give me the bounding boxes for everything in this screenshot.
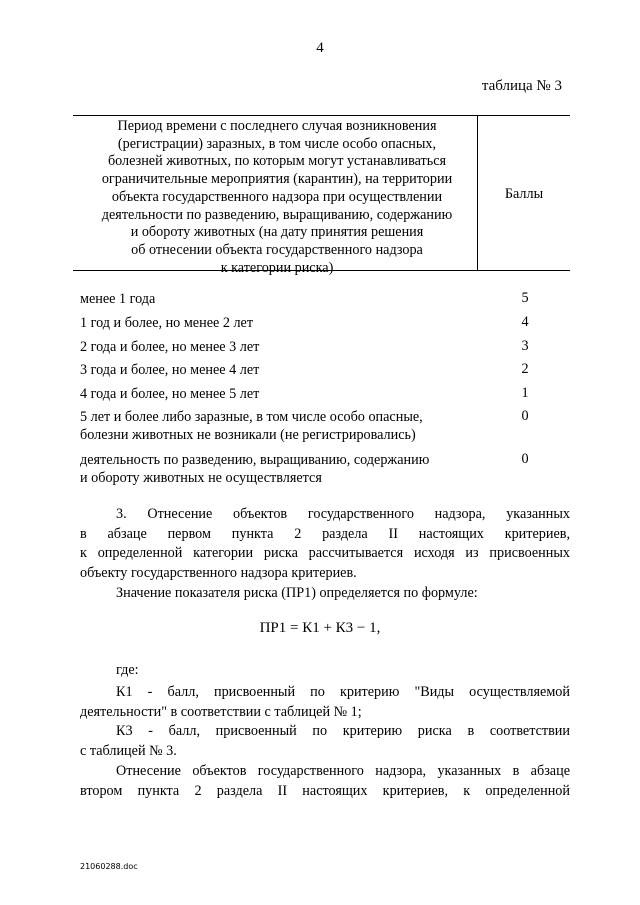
row-label-line: 2 года и более, но менее 3 лет: [80, 339, 260, 355]
table-label: таблица № 3: [481, 78, 562, 94]
page-number: 4: [316, 40, 324, 56]
paragraph-line: с таблицей № 3.: [80, 742, 177, 759]
table-header-period: [80, 118, 474, 277]
header-line: и обороту животных (на дату принятия решения: [130, 224, 424, 241]
paragraph-line: к определенной категории риска рассчитывается исходя из присвоенных: [80, 545, 570, 561]
footer-filename: 21060288.doc: [80, 862, 138, 871]
paragraph-line: Значение показателя риска (ПР1) определяется по формуле:: [116, 585, 478, 601]
table-row-score: 2: [521, 361, 529, 377]
table-row-label: [80, 338, 480, 356]
row-label-line: болезни животных не возникали (не регистрировались): [80, 427, 416, 443]
header-line: болезней животных, по которым могут устанавливаться: [107, 153, 447, 170]
row-label-line: деятельность по разведению, выращиванию, содержанию: [80, 452, 430, 468]
paragraph-line: объекту государственного надзора критериев.: [80, 564, 357, 581]
table-row-score: 0: [521, 451, 529, 467]
table-header-top-rule: [73, 115, 570, 116]
paragraph-line: К3 - балл, присвоенный по критерию риска в соответствии: [116, 723, 570, 739]
table-row-score: 1: [521, 385, 529, 401]
formula-intro: [80, 584, 570, 604]
table-header-score: Баллы: [504, 186, 544, 202]
table-row-label: [80, 290, 480, 308]
k1-definition: [80, 683, 570, 722]
paragraph-line: в абзаце первом пункта 2 раздела II настоящих критериев,: [80, 525, 570, 542]
k3-definition: [80, 722, 570, 761]
paragraph-3: [80, 505, 570, 583]
row-label-line: менее 1 года: [80, 291, 156, 307]
paragraph-line: деятельности" в соответствии с таблицей № 1;: [80, 703, 362, 720]
row-label-line: и обороту животных не осуществляется: [80, 470, 322, 486]
paragraph-line: втором пункта 2 раздела II настоящих критериев, к определенной: [80, 782, 570, 799]
paragraph-line: где:: [116, 662, 139, 678]
table-row-score: 5: [521, 290, 529, 306]
row-label-line: 5 лет и более либо заразные, в том числе особо опасные,: [80, 409, 423, 425]
header-line: Период времени с последнего случая возникновения: [117, 118, 437, 134]
table-row-score: 0: [521, 408, 529, 424]
header-line: к категории риска): [220, 259, 334, 276]
header-line: деятельности по разведению, выращиванию, содержанию: [101, 206, 453, 223]
header-line: об отнесении объекта государственного надзора: [131, 241, 423, 258]
table-row-score: 3: [521, 338, 529, 354]
table-row-label: [80, 361, 480, 379]
table-row-label: [80, 385, 480, 403]
table-row-label: [80, 451, 480, 487]
header-line: (регистрации) заразных, в том числе особо опасных,: [117, 135, 437, 152]
formula: ПР1 = К1 + К3 − 1,: [259, 620, 381, 636]
row-label-line: 3 года и более, но менее 4 лет: [80, 362, 260, 378]
last-paragraph: [80, 762, 570, 801]
row-label-line: 4 года и более, но менее 5 лет: [80, 386, 260, 402]
row-label-line: 1 год и более, но менее 2 лет: [80, 315, 254, 331]
header-line: объекта государственного надзора при осуществлении: [111, 188, 443, 205]
table-row-label: [80, 408, 480, 444]
paragraph-line: 3. Отнесение объектов государственного надзора, указанных: [116, 506, 570, 522]
table-row-score: 4: [521, 314, 529, 330]
header-line: ограничительные мероприятия (карантин), на территории: [101, 171, 453, 188]
where-label: [80, 661, 570, 681]
paragraph-line: К1 - балл, присвоенный по критерию "Виды осуществляемой: [116, 684, 570, 700]
table-row-label: [80, 314, 480, 332]
paragraph-line: Отнесение объектов государственного надзора, указанных в абзаце: [116, 763, 570, 779]
